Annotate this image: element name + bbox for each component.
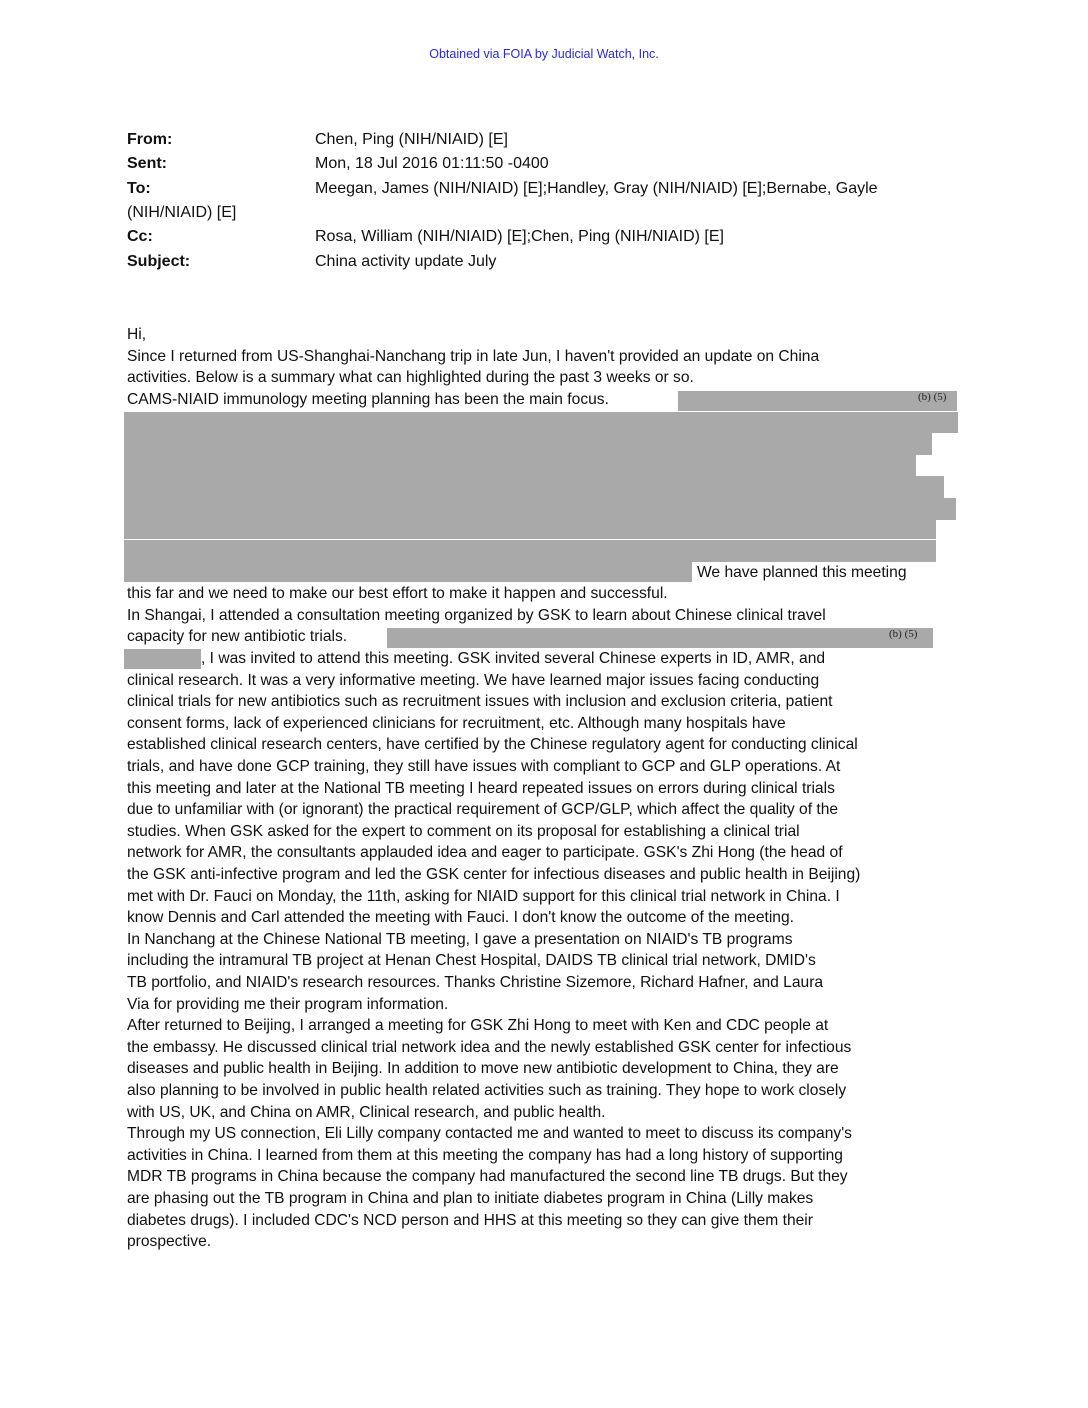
sent-value: Mon, 18 Jul 2016 01:11:50 -0400 <box>315 155 549 173</box>
sent-label: Sent: <box>127 155 167 173</box>
cc-value: Rosa, William (NIH/NIAID) [E];Chen, Ping (NIH/NIAID) [E] <box>315 228 724 246</box>
body-line: are phasing out the TB program in China and plan to initiate diabetes program in China (Lilly makes <box>127 1190 814 1207</box>
subject-label: Subject: <box>127 252 191 270</box>
redaction-block <box>124 433 932 455</box>
body-line: activities. Below is a summary what can highlighted during the past 3 weeks or so. <box>127 369 694 387</box>
redaction-block <box>678 391 957 411</box>
redaction-block <box>387 628 933 648</box>
body-line: diabetes drugs). I included CDC's NCD person and HHS at this meeting so they can give them their <box>127 1211 813 1229</box>
to-row <box>127 177 878 201</box>
body-line: established clinical research centers, have certified by the Chinese regulatory agent for conducting clinical <box>127 736 858 754</box>
cc-label: Cc: <box>127 228 153 246</box>
body-line: due to unfamiliar with (or ignorant) the practical requirement of GCP/GLP, which affect the quality of the <box>127 801 839 819</box>
body-line: CAMS-NIAID immunology meeting planning has been the main focus. <box>127 390 609 408</box>
body-line: know Dennis and Carl attended the meeting with Fauci. I don't know the outcome of the meeting. <box>127 909 794 927</box>
to-label: To: <box>127 179 151 197</box>
redaction-block <box>124 455 916 477</box>
to-value: Meegan, James (NIH/NIAID) [E];Handley, Gray (NIH/NIAID) [E];Bernabe, Gayle <box>315 179 878 197</box>
body-line: including the intramural TB project at Henan Chest Hospital, DAIDS TB clinical trial network, DMID's <box>127 952 816 970</box>
body-line: Since I returned from US-Shanghai-Nanchang trip in late Jun, I haven't provided an update on China <box>127 347 820 365</box>
body-line: In Nanchang at the Chinese National TB meeting, I gave a presentation on NIAID's TB programs <box>127 930 793 948</box>
body-line: , I was invited to attend this meeting. GSK invited several Chinese experts in ID, AMR, and <box>201 650 826 667</box>
body-line: activities in China. I learned from them at this meeting the company has had a long history of supporting <box>127 1146 843 1164</box>
body-line: MDR TB programs in China because the company had manufactured the second line TB drugs. But they <box>127 1168 848 1186</box>
to-row-continued <box>127 201 236 225</box>
subject-row <box>127 250 497 274</box>
sent-row <box>127 152 549 176</box>
body-line: prospective. <box>127 1233 212 1251</box>
from-value: Chen, Ping (NIH/NIAID) [E] <box>315 131 508 148</box>
body-line: After returned to Beijing, I arranged a meeting for GSK Zhi Hong to meet with Ken and CDC people at <box>127 1017 829 1035</box>
redaction-exemption-code: (b) (5) <box>889 628 918 640</box>
body-line: this meeting and later at the National TB meeting I heard repeated issues on errors during clinical trials <box>127 779 835 797</box>
redaction-block <box>124 412 958 433</box>
body-line: trials, and have done GCP training, they still have issues with compliant to GCP and GLP operations. At <box>127 758 841 775</box>
body-line: the embassy. He discussed clinical trial network idea and the newly established GSK center for infectious <box>127 1038 852 1056</box>
body-line: clinical trials for new antibiotics such as recruitment issues with inclusion and exclusion criteria, patient <box>127 693 833 711</box>
body-line: diseases and public health in Beijing. In addition to move new antibiotic development to China, they are <box>127 1060 839 1078</box>
from-row <box>127 128 508 152</box>
greeting: Hi, <box>127 326 147 343</box>
redaction-block <box>124 476 944 498</box>
body-line: TB portfolio, and NIAID's research resources. Thanks Christine Sizemore, Richard Hafner, and Laura <box>127 974 824 991</box>
body-line: met with Dr. Fauci on Monday, the 11th, asking for NIAID support for this clinical trial network in China. I <box>127 887 840 905</box>
redaction-block <box>124 520 936 539</box>
subject-value: China activity update July <box>315 252 497 270</box>
to-value-continued: (NIH/NIAID) [E] <box>127 203 237 221</box>
body-line: Through my US connection, Eli Lilly company contacted me and wanted to meet to discuss its company's <box>127 1125 852 1143</box>
redaction-block <box>124 562 692 582</box>
body-line: In Shangai, I attended a consultation meeting organized by GSK to learn about Chinese clinical travel <box>127 606 826 624</box>
body-line: network for AMR, the consultants applauded idea and eager to participate. GSK's Zhi Hong (the head of <box>127 844 843 862</box>
cc-row <box>127 225 724 249</box>
body-line: with US, UK, and China on AMR, Clinical research, and public health. <box>127 1103 606 1121</box>
from-label: From: <box>127 131 173 148</box>
body-line: We have planned this meeting <box>697 563 907 581</box>
redaction-block <box>124 540 936 562</box>
foia-watermark: Obtained via FOIA by Judicial Watch, Inc. <box>429 47 659 61</box>
redaction-block <box>124 649 201 669</box>
body-line: this far and we need to make our best effort to make it happen and successful. <box>127 585 668 603</box>
body-line: studies. When GSK asked for the expert to comment on its proposal for establishing a clinical trial <box>127 822 800 840</box>
body-line: the GSK anti-infective program and led the GSK center for infectious diseases and public health in Beijing) <box>127 866 861 883</box>
body-line: Via for providing me their program information. <box>127 995 449 1013</box>
body-line: consent forms, lack of experienced clinicians for recruitment, etc. Although many hospitals have <box>127 714 786 732</box>
body-line: capacity for new antibiotic trials. <box>127 628 348 646</box>
body-line: also planning to be involved in public health related activities such as training. They hope to work closely <box>127 1082 847 1099</box>
redaction-exemption-code: (b) (5) <box>918 391 947 403</box>
body-line: clinical research. It was a very informative meeting. We have learned major issues facing conducting <box>127 671 820 689</box>
redaction-block <box>124 498 956 520</box>
